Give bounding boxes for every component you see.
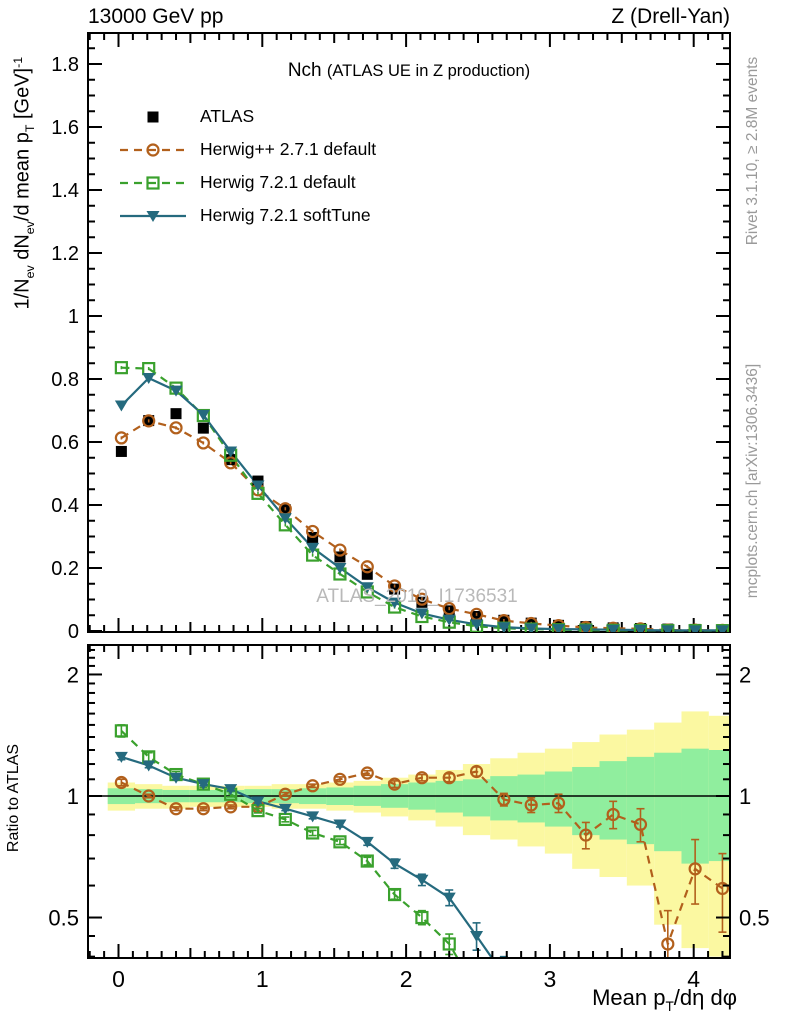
svg-text:1: 1 [255, 966, 269, 992]
svg-text:0.8: 0.8 [51, 369, 79, 391]
legend-item-atlas [118, 100, 376, 133]
svg-text:4: 4 [687, 966, 701, 992]
herwigpp-marker-icon [118, 139, 188, 161]
analysis-id-watermark: ATLAS_2019_I1736531 [316, 586, 518, 607]
mcplots-arxiv-note: mcplots.cern.ch [arXiv:1306.3436] [744, 363, 761, 599]
legend-label: Herwig 7.2.1 default [200, 172, 356, 192]
svg-text:0.2: 0.2 [51, 558, 79, 580]
rivet-version-note: Rivet 3.1.10, ≥ 2.8M events [744, 56, 761, 246]
svg-text:1.2: 1.2 [51, 243, 79, 265]
process-label: Z (Drell-Yan) [611, 5, 730, 28]
legend-label: ATLAS [200, 106, 255, 126]
svg-text:3: 3 [543, 966, 557, 992]
x-axis-title: Mean $p_T/d\eta$ dφ [592, 985, 737, 1015]
observable-name: Nch [287, 60, 322, 81]
svg-text:0: 0 [112, 966, 125, 992]
svg-text:0.5: 0.5 [48, 905, 79, 931]
ratio-chart-svg [0, 643, 786, 1024]
svg-text:0.5: 0.5 [739, 905, 770, 931]
legend-label: Herwig++ 2.7.1 default [200, 139, 377, 159]
svg-text:0.4: 0.4 [51, 495, 79, 517]
svg-text:1: 1 [66, 784, 79, 809]
svg-text:1: 1 [739, 784, 752, 809]
legend [118, 100, 376, 232]
svg-text:2: 2 [739, 662, 752, 688]
herwig7-default-marker-icon [118, 172, 188, 194]
herwig7-softtune-marker-icon [118, 205, 188, 227]
svg-text:1.6: 1.6 [51, 117, 79, 139]
beam-label: 13000 GeV pp [88, 5, 224, 28]
svg-text:2: 2 [399, 966, 413, 992]
legend-item-herwigpp-default [118, 133, 376, 166]
svg-text:2: 2 [66, 662, 79, 688]
legend-label: Herwig 7.2.1 softTune [200, 205, 371, 225]
legend-item-herwig7-softtune [118, 199, 376, 232]
plot-title [88, 60, 730, 82]
main-y-axis-title: $1/N_{ev}$ $dN_{ev}/d$ mean $p_T$ [GeV]$^{-1}$ [10, 56, 38, 310]
svg-text:1.4: 1.4 [51, 180, 79, 202]
svg-text:0: 0 [67, 621, 79, 643]
observable-context: (ATLAS UE in Z production) [326, 62, 531, 80]
atlas-marker-icon [118, 106, 188, 128]
legend-item-herwig7-default [118, 166, 376, 199]
svg-text:1.8: 1.8 [51, 54, 79, 76]
svg-text:0.6: 0.6 [51, 432, 79, 454]
svg-text:1: 1 [67, 306, 79, 328]
ratio-y-axis-title: Ratio to ATLAS [5, 743, 22, 853]
